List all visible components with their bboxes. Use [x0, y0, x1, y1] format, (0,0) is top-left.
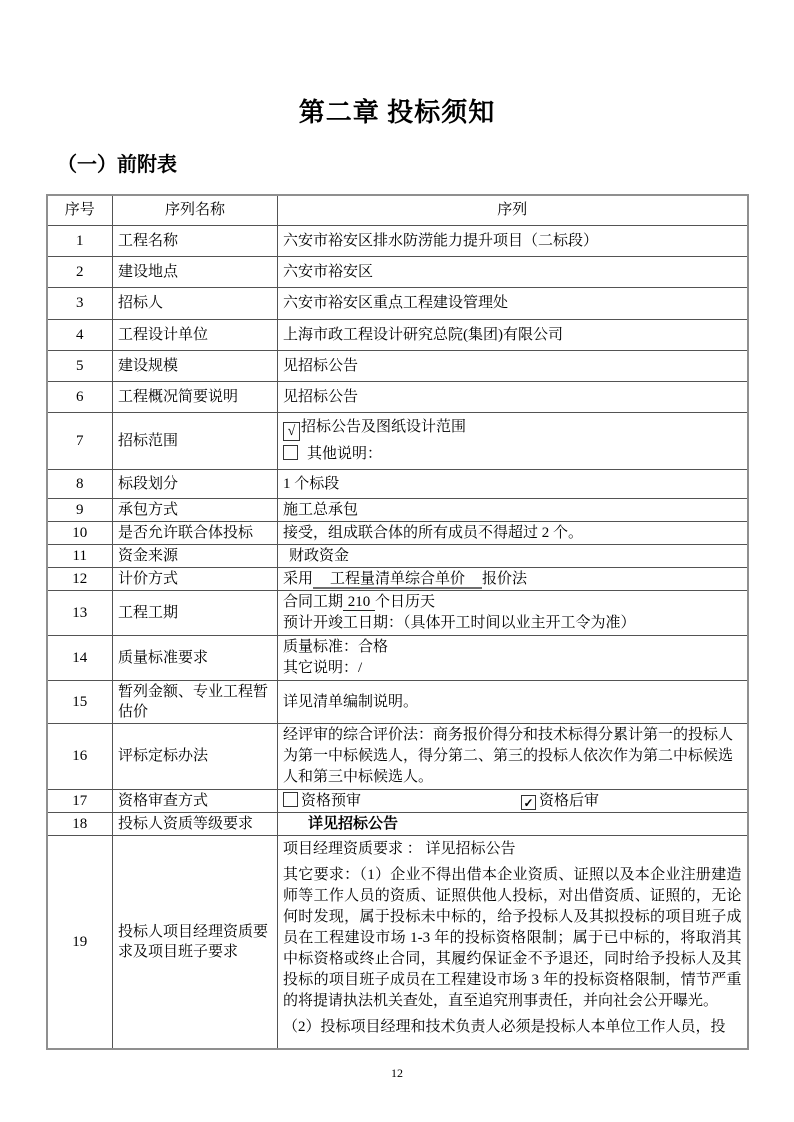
- row-no: 19: [47, 835, 113, 1049]
- item-name: 建设规模: [113, 350, 278, 381]
- row-no: 18: [47, 812, 113, 835]
- item-value: 见招标公告: [278, 381, 748, 412]
- table-row: [47, 498, 748, 521]
- item-name: 工程名称: [113, 225, 278, 256]
- row-no: 10: [47, 521, 113, 544]
- row-no: 16: [47, 723, 113, 789]
- item-name: 计价方式: [113, 567, 278, 590]
- row-no: 4: [47, 319, 113, 350]
- table-row: [47, 350, 748, 381]
- row-no: 11: [47, 544, 113, 567]
- item-name: 建设地点: [113, 256, 278, 287]
- item-value: 财政资金: [278, 544, 748, 567]
- requirement-2-paragraph: （2）投标项目经理和技术负责人必须是投标人本单位工作人员，投: [283, 1018, 726, 1035]
- duration-days-underlined: 210: [344, 593, 375, 610]
- other-requirements-paragraph: 其它要求：（1）企业不得出借本企业资质、证照以及本企业注册建造师等工作人员的资质、证照供他人投标，对出借资质、证照的，无论何时发现，属于投标未中标的，给予投标人及其拟投标的项目班子成员在工程建设市场 1-3 年的投标资格限制；属于已中标的，将取消其中标资格或终止合同，其履约保证金不予退还，同时给予投标人及其投标的项目班子成员在工程建设市场 3 年的投标资格限制，情节严重的将提请执法机关查处，直至追究刑事责任，并向社会公开曝光。: [283, 866, 742, 1009]
- table-row: [47, 521, 748, 544]
- checkbox-unchecked[interactable]: [283, 792, 298, 807]
- option-label: 招标公告及图纸设计范围: [301, 418, 467, 435]
- row-no: 13: [47, 590, 113, 635]
- postqualification-option: [521, 793, 599, 809]
- item-value: [278, 567, 748, 590]
- table-row: [47, 812, 748, 835]
- item-value: [278, 635, 748, 680]
- item-value: 六安市裕安区: [278, 256, 748, 287]
- table-row: [47, 225, 748, 256]
- checkbox-unchecked[interactable]: [283, 445, 298, 460]
- item-value: [278, 789, 748, 812]
- item-name: 投标人资质等级要求: [113, 812, 278, 835]
- item-value: 详见招标公告: [278, 812, 748, 835]
- table-row: [47, 544, 748, 567]
- item-name: 标段划分: [113, 469, 278, 498]
- quality-standard-line: 质量标准：合格: [283, 638, 389, 655]
- row-no: 3: [47, 287, 113, 319]
- table-row: [47, 567, 748, 590]
- option-label: 资格预审: [301, 792, 362, 809]
- item-name: 投标人项目经理资质要求及项目班子要求: [113, 835, 278, 1049]
- item-value: [278, 835, 748, 1049]
- table-row: [47, 256, 748, 287]
- header-item-value: 序列: [278, 195, 748, 225]
- item-value: [278, 590, 748, 635]
- item-value: 接受，组成联合体的所有成员不得超过 2 个。: [278, 521, 748, 544]
- item-value: 六安市裕安区重点工程建设管理处: [278, 287, 748, 319]
- pricing-prefix: 采用: [283, 570, 314, 587]
- row-no: 9: [47, 498, 113, 521]
- table-row: [47, 635, 748, 680]
- duration-prefix: 合同工期: [283, 593, 344, 610]
- item-name: 资格审查方式: [113, 789, 278, 812]
- item-name: 工程工期: [113, 590, 278, 635]
- pricing-suffix: 报价法: [482, 570, 528, 587]
- table-row: [47, 319, 748, 350]
- item-name: 招标人: [113, 287, 278, 319]
- item-value: 1 个标段: [278, 469, 748, 498]
- table-row: [47, 412, 748, 469]
- option-line: [283, 414, 742, 441]
- row-no: 6: [47, 381, 113, 412]
- item-value: 见招标公告: [278, 350, 748, 381]
- check-mark: ✓: [523, 795, 534, 810]
- item-name: 质量标准要求: [113, 635, 278, 680]
- option-label: 资格后审: [539, 792, 600, 809]
- check-mark: √: [287, 423, 296, 439]
- row-no: 1: [47, 225, 113, 256]
- table-row: [47, 381, 748, 412]
- table-row: [47, 835, 748, 1049]
- header-item-name: 序列名称: [113, 195, 278, 225]
- section-title: （一）前附表: [57, 154, 177, 176]
- option-label: 其他说明：: [307, 445, 383, 462]
- item-name: 暂列金额、专业工程暂估价: [113, 680, 278, 723]
- front-attached-table: [46, 194, 749, 1050]
- item-name: 承包方式: [113, 498, 278, 521]
- table-row: [47, 590, 748, 635]
- row-no: 5: [47, 350, 113, 381]
- pm-qualification-line: 项目经理资质要求 ： 详见招标公告: [283, 840, 516, 857]
- item-name: 评标定标办法: [113, 723, 278, 789]
- table-row: [47, 680, 748, 723]
- table-row: [47, 469, 748, 498]
- row-no: 2: [47, 256, 113, 287]
- item-name: 是否允许联合体投标: [113, 521, 278, 544]
- header-no: 序号: [47, 195, 113, 225]
- item-value: 上海市政工程设计研究总院(集团)有限公司: [278, 319, 748, 350]
- table-row: [47, 789, 748, 812]
- item-name: 工程设计单位: [113, 319, 278, 350]
- row-no: 7: [47, 412, 113, 469]
- table-row: [47, 723, 748, 789]
- row-no: 12: [47, 567, 113, 590]
- other-note-line: 其它说明：/: [283, 659, 363, 676]
- table-row: [47, 287, 748, 319]
- checkbox-checked[interactable]: [283, 422, 300, 441]
- item-name: 招标范围: [113, 412, 278, 469]
- item-value: 经评审的综合评价法：商务报价得分和技术标得分累计第一的投标人为第一中标候选人，得分第二、第三的投标人依次作为第二中标候选人和第三中标候选人。: [278, 723, 748, 789]
- pricing-method-underlined: 工程量清单综合单价: [315, 570, 481, 587]
- table-header-row: [47, 195, 748, 225]
- duration-suffix: 个日历天: [375, 593, 436, 610]
- prequalification-option: [283, 791, 521, 811]
- row-no: 14: [47, 635, 113, 680]
- completion-date-line: 预计开竣工日期：（具体开工时间以业主开工令为准）: [283, 614, 636, 631]
- page-number: 12: [391, 1066, 403, 1080]
- item-name: 工程概况简要说明: [113, 381, 278, 412]
- item-value: 施工总承包: [278, 498, 748, 521]
- item-value: 详见清单编制说明。: [278, 680, 748, 723]
- item-value: 六安市裕安区排水防涝能力提升项目（二标段）: [278, 225, 748, 256]
- item-value: [278, 412, 748, 469]
- option-line: [283, 441, 742, 468]
- chapter-title: 第二章 投标须知: [298, 98, 496, 127]
- duration-line: [283, 592, 742, 613]
- checkbox-checked[interactable]: [521, 795, 536, 810]
- row-no: 17: [47, 789, 113, 812]
- row-no: 15: [47, 680, 113, 723]
- item-name: 资金来源: [113, 544, 278, 567]
- row-no: 8: [47, 469, 113, 498]
